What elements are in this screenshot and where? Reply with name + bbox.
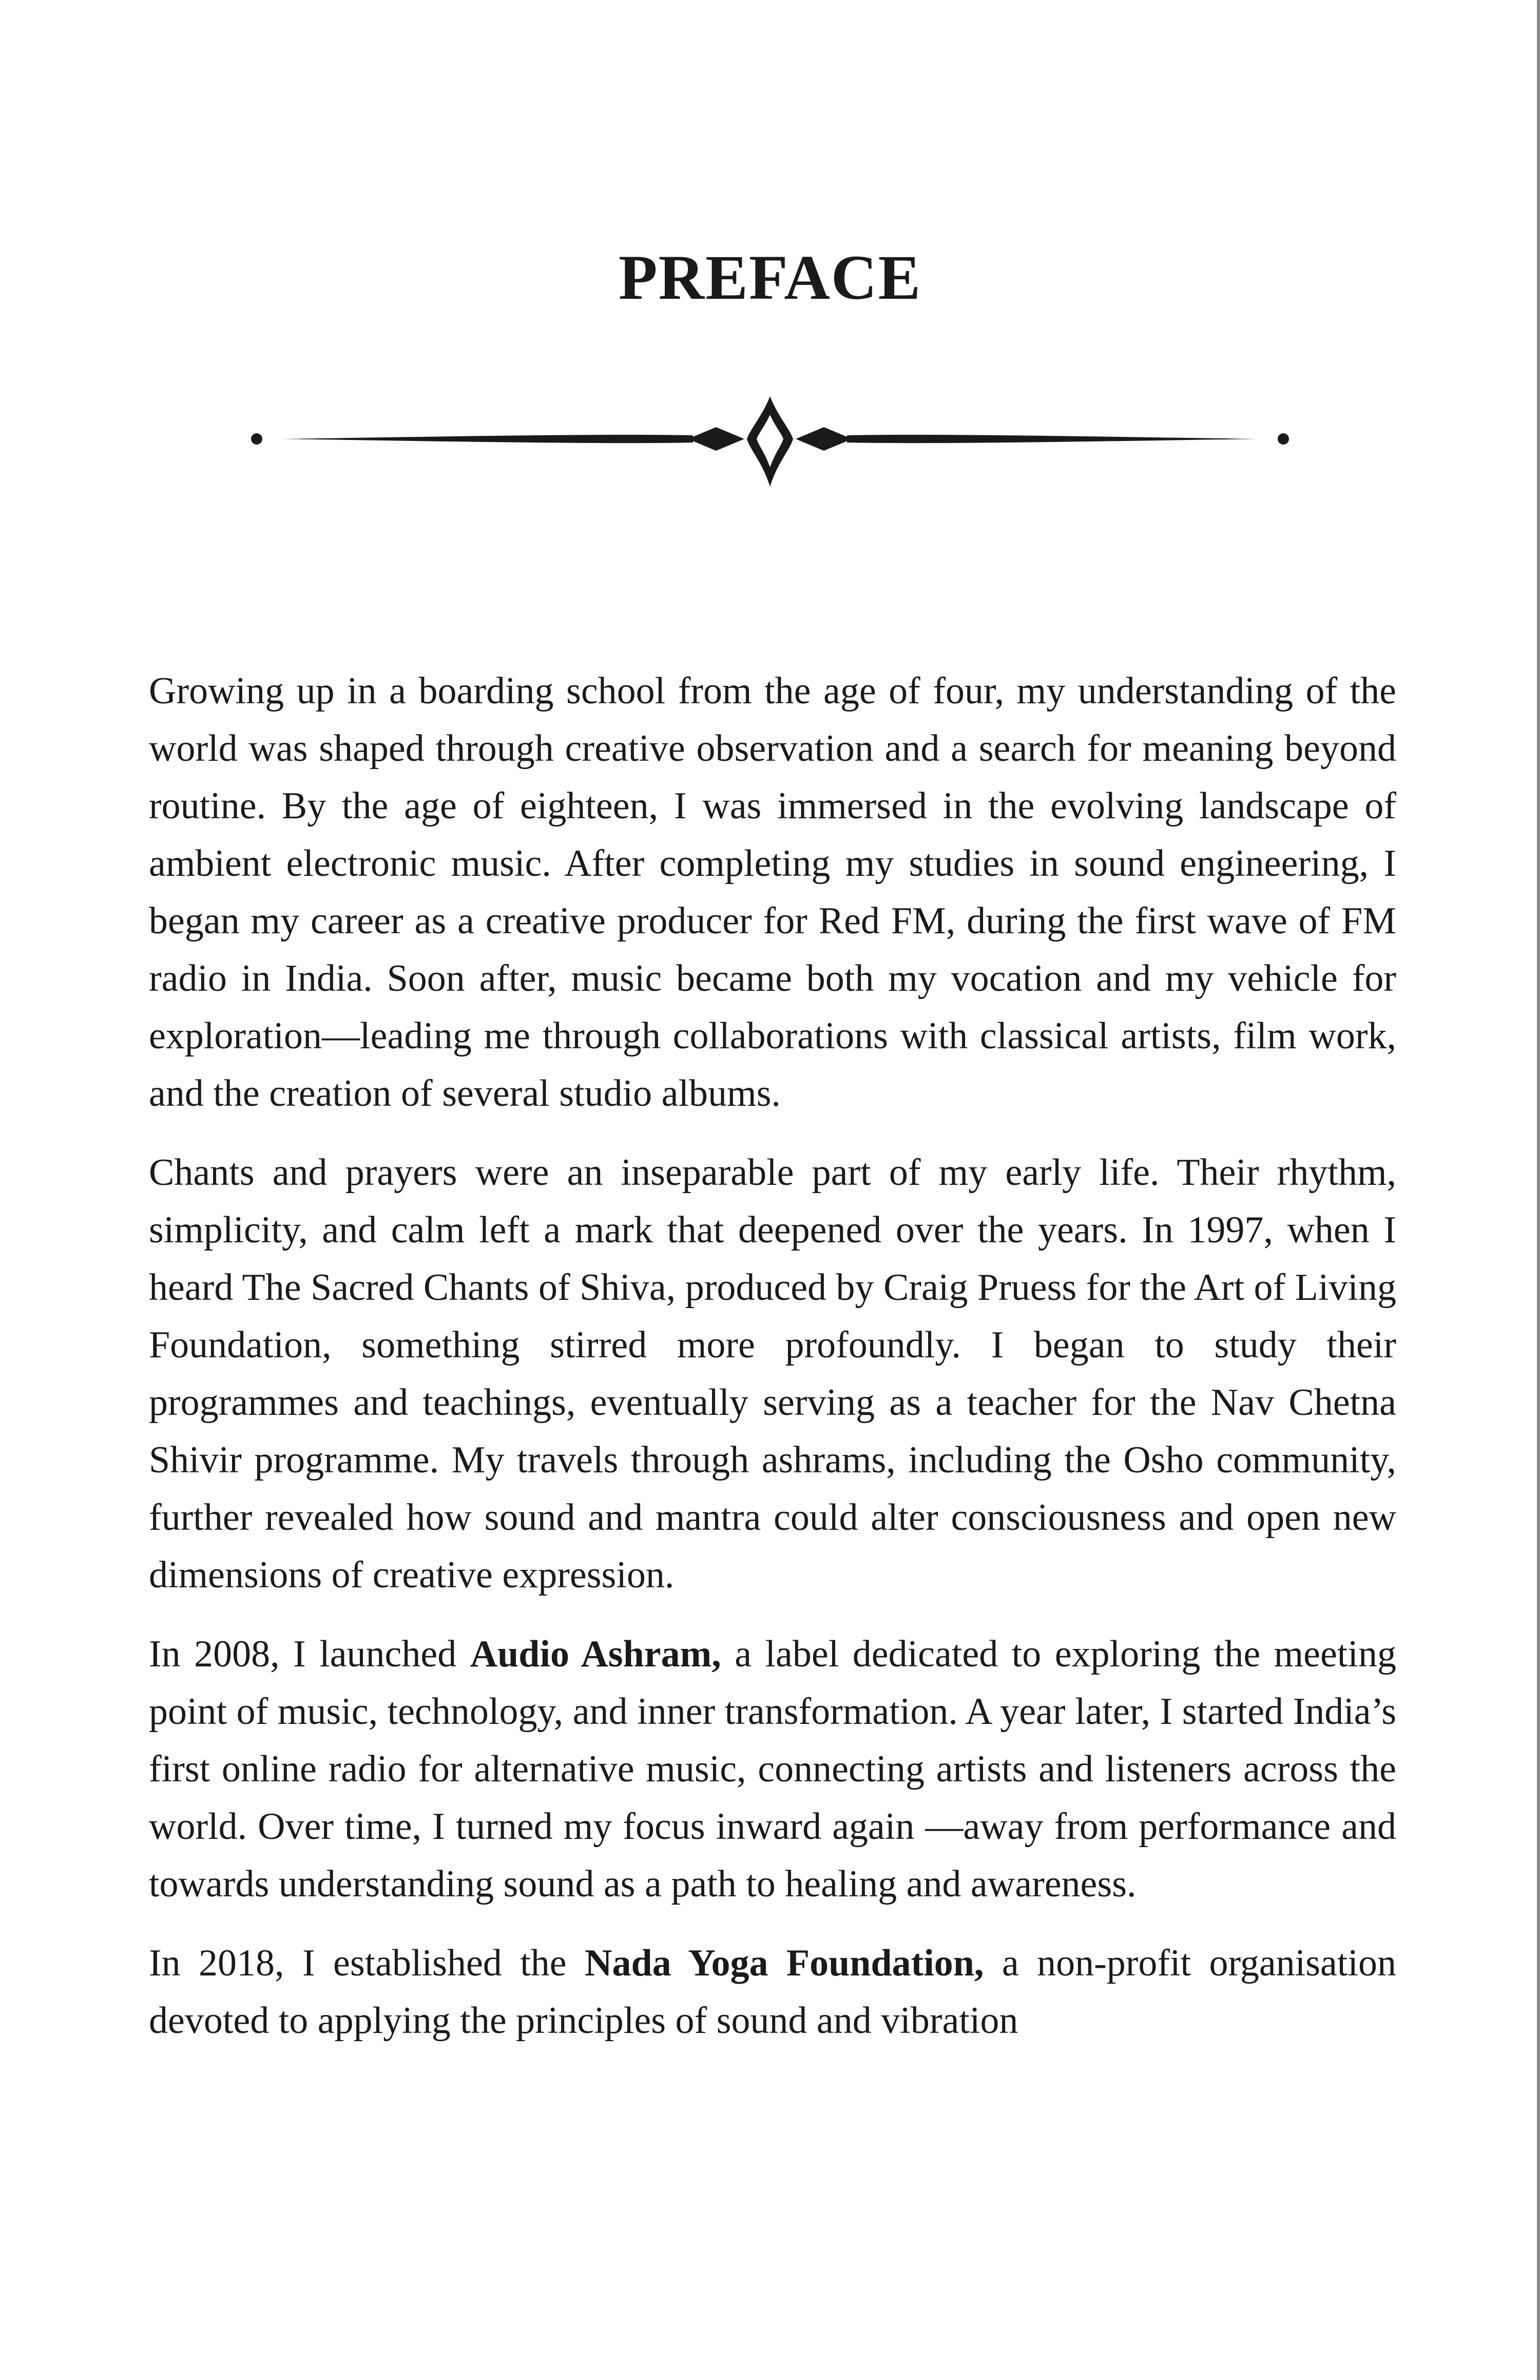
paragraph-3-rest: a label dedicated to exploring the meeting point of music, technology, and inner transformation. A year later, I started India’s first online radio for alternative music, connecting artists and listeners across the world. Over time, I turned my focus inward again —away from performance and towards understanding sound as a path to healing and awareness. [149,1633,1396,1905]
paragraph-4-lead: In 2018, I established the [149,1942,585,1984]
page-title: PREFACE [618,242,922,313]
paragraph-4-rest: a non-profit organisation devoted to applying the principles of sound and vibration [149,1942,1396,2042]
paragraph-4 [149,1934,1396,2049]
page-edge-rule [1537,0,1540,2380]
audio-ashram-label: Audio Ashram, [470,1633,721,1675]
paragraph-1: Growing up in a boarding school from the age of four, my understanding of the world was shaped through creative observation and a search for meaning beyond routine. By the age of eighteen, I was immersed in the evolving landscape of ambient electronic music. After completing my studies in sound engineering, I began my career as a creative producer for Red FM, during the first wave of FM radio in India. Soon after, music became both my vocation and my vehicle for exploration—leading me through collaborations with classical artists, film work, and the creation of several studio albums. [149,670,1396,1115]
paragraph-3-lead: In 2008, I launched [149,1633,470,1675]
paragraph-2: Chants and prayers were an inseparable part of my early life. Their rhythm, simplicity, and calm left a mark that deepened over the years. In 1997, when I heard The Sacred Chants of Shiva, produced by Craig Pruess for the Art of Living Foundation, something stirred more profoundly. I began to study their programmes and teachings, eventually serving as a teacher for the Nav Chetna Shivir programme. My travels through ashrams, including the Osho community, further revealed how sound and mantra could alter consciousness and open new dimensions of creative expression. [149,1151,1396,1596]
nada-yoga-foundation-label: Nada Yoga Foundation, [585,1942,984,1984]
diamond-flourish-divider-icon [241,390,1299,498]
paragraph-3 [149,1625,1396,1913]
preface-body [149,662,1396,2071]
